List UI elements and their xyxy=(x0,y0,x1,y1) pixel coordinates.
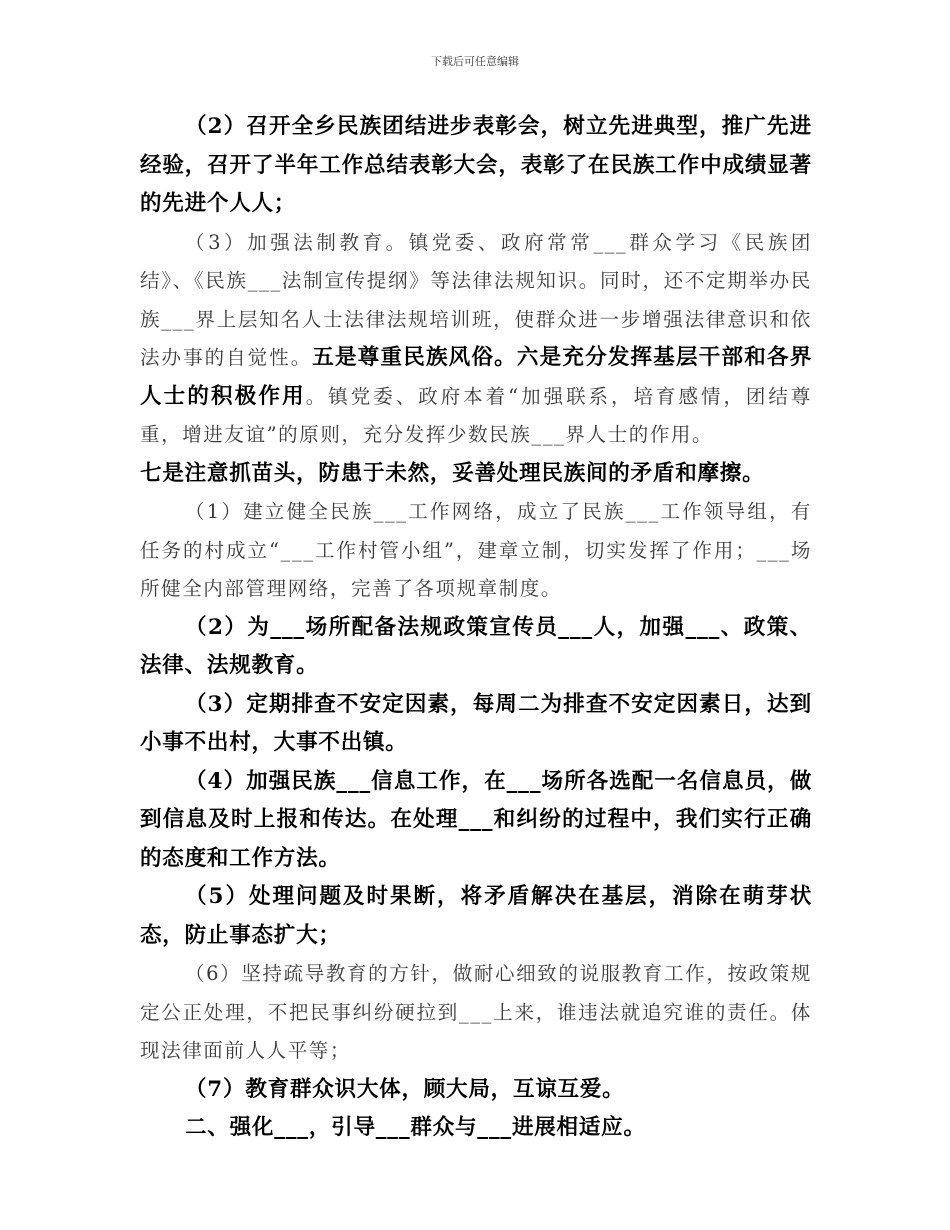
paragraph-item-3a xyxy=(140,224,812,494)
paragraph-item-1: （1）建立健全民族___工作网络，成立了民族___工作领导组，有任务的村成立“___工作村管小组”，建章立制，切实发挥了作用；___场所健全内部管理网络，完善了各项规章制度。 xyxy=(140,500,812,600)
paragraph-item-2b: （2）为___场所配备法规政策宣传员___人，加强___、政策、法律、法规教育。 xyxy=(140,614,812,678)
paragraph-segment-bold: 五是尊重民族风俗。六是充分发挥基层干部和各界人士的积极作用 xyxy=(140,345,812,409)
paragraph-item-6: （6）坚持疏导教育的方针，做耐心细致的说服教育工作，按政策规定公正处理，不把民事纠纷硬拉到___上来，谁违法就追究谁的责任。体现法律面前人人平等； xyxy=(140,962,812,1062)
paragraph-item-3b: （3）定期排查不安定因素，每周二为排查不安定因素日，达到小事不出村，大事不出镇。 xyxy=(140,691,812,755)
paragraph-item-2a: （2）召开全乡民族团结进步表彰会，树立先进典型，推广先进经验，召开了半年工作总结表彰大会，表彰了在民族工作中成绩显著的先进个人人； xyxy=(140,114,812,216)
page-header: 下载后可任意编辑 xyxy=(431,55,519,68)
paragraph-item-4: （4）加强民族___信息工作，在___场所各选配一名信息员，做到信息及时上报和传达。在处理___和纠纷的过程中，我们实行正确的态度和工作方法。 xyxy=(140,768,812,871)
paragraph-item-5: （5）处理问题及时果断，将矛盾解决在基层，消除在萌芽状态，防止事态扩大； xyxy=(140,884,812,948)
document-body xyxy=(140,108,812,1148)
section-heading-2: 二、强化___，引导___群众与___进展相适应。 xyxy=(185,1115,646,1140)
paragraph-item-7: （7）教育群众识大体，顾大局，互谅互爱。 xyxy=(185,1076,625,1102)
paragraph-segment: （3）加强法制教育。镇党委、政府常常___群众学习《民族团结》、《民族___法制宣传提纲》等法律法规知识。同时，还不定期举办民族___界上层知名人士法律法规培训班，使群众进一步增强法律意识和依法办事的自觉性。 xyxy=(140,230,812,369)
paragraph-segment: 。镇党委、政府本着“加强联系，培育感情，团结尊重，增进友谊”的原则，充分发挥少数民族___界人士的作用。 xyxy=(140,384,812,446)
paragraph-segment-bold: 七是注意抓苗头，防患于未然，妥善处理民族间的矛盾和摩擦。 xyxy=(140,460,765,486)
